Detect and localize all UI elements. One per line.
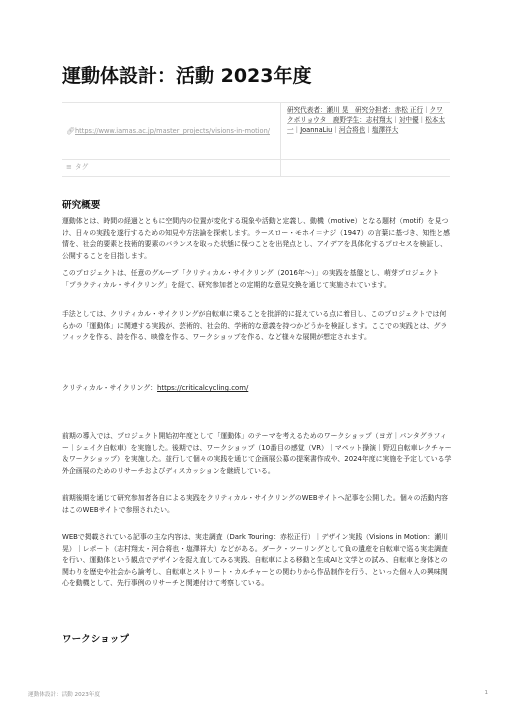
property-tags-cell[interactable]: [62, 160, 281, 177]
project-url[interactable]: https://www.iamas.ac.jp/master_projects/visions-in-motion/: [75, 127, 270, 135]
member-6[interactable]: 河合将也: [338, 126, 366, 134]
link-icon: 🔗︎: [66, 127, 75, 135]
overview-paragraph-2: このプロジェクトは、任意のグループ「クリティカル・サイクリング（2016年〜）」の実践を基盤とし、萌芽プロジェクト「プラクティカル・サイクリング」を経て、研究参加者との定期的な意見交換を通じて実施されています。: [62, 269, 440, 289]
property-row-tags: [62, 160, 450, 177]
property-tags-value[interactable]: [281, 160, 451, 177]
member-4[interactable]: 松本太一: [287, 116, 445, 134]
property-row-url: [62, 103, 450, 160]
member-7[interactable]: 塩澤祥大: [371, 126, 399, 134]
overview-paragraph-5: 前期の導入では、プロジェクト開始初年度として「運動体」のテーマを考えるためのワークショップ（ヨガ｜パンタグラフィー｜シェイク自転車）を実施した。後期では、ワークショップ（10番目の感覚（VR）｜マペット操演｜野辺自転車レクチャー＆ワークショップ）を実施した。並行して個々の実践を通じて企画展公募の提案書作成や、2024年度に実施を予定している学外企画展のためのリサーチおよびディスカッションを継続している。: [62, 432, 452, 475]
overview-paragraph-1: 運動体とは、時間の経過とともに空間内の位置が変化する現象や活動と定義し、動機（motive）となる題材（motif）を見つけ、日々の実践を遂行するための知見や方法論を探索します。ラースロー・モホイ＝ナジ（1947）の言葉に基づき、知性と感情を、社会的要素と技術的要素のバランスを取った状態に保つことを出発点とし、アイデアを具体化するプロセスを検証し、公開することを目指します。: [62, 217, 451, 260]
footer-title: 運動体設計：活動 2023年度: [28, 692, 100, 698]
overview-paragraph-7: WEBで掲載されている記事の主な内容は、実走調査（Dark Touring：赤松正行）｜デザイン実践（Visions in Motion：瀬川晃）｜レポート（志村翔太・河合将也・塩澤祥大）などがある。ダーク・ツーリングとして負の遺産を自転車で巡る実走調査を行い、運動体という観点でデザインを捉え直してみる実践、自転車による移動と生成AIと文学との試み、自転車と身体との関わりを歴史や社会から論考し、自転車とストリート・カルチャーとの関わりから作品制作を行う、といった個々人の興味関心を動機として、先行事例のリサーチと関連付けて考察している。: [62, 533, 448, 587]
critical-cycling-label: クリティカル・サイクリング：: [62, 384, 158, 392]
overview-paragraph-3: 手法としては、クリティカル・サイクリングが自転車に乗ることを批評的に捉えている点に着目し、このプロジェクトでは何らかの「運動体」に関連する実践が、芸術的、社会的、学術的な意義を持つかどうかを検証します。ここでの実践とは、グラフィックを作る、詩を作る、映像を作る、ワークショップを作る、など様々な展開が想定されます。: [62, 310, 448, 341]
list-icon: ≡: [66, 163, 72, 171]
overview-heading: 研究概要: [62, 200, 101, 211]
member-3[interactable]: 対中優: [398, 116, 419, 124]
property-url-cell[interactable]: [62, 103, 281, 160]
overview-paragraph-6: 前期後期を通じて研究参加者各自による実践をクリティカル・サイクリングのWEBサイトへ記事を公開した。個々の活動内容はこのWEBサイトで参照されたい。: [62, 494, 449, 514]
page-number: 1: [484, 690, 488, 696]
member-lead[interactable]: 研究代表者：瀬川 晃 研究分担者：赤松 正行: [287, 106, 424, 114]
page-title: 運動体設計：活動 2023年度: [62, 65, 312, 87]
properties-table: [62, 102, 450, 177]
critical-cycling-link[interactable]: https://criticalcycling.com/: [157, 384, 249, 392]
overview-paragraph-4: [62, 383, 452, 395]
tags-label: タグ: [75, 163, 89, 171]
property-members-cell: 研究代表者：瀬川 晃 研究分担者：赤松 正行｜クワクボリョウタ 鹿野学生：志村翔太｜対中優｜松本太一｜JoannaLiu｜河合将也｜塩澤祥大: [281, 103, 451, 160]
member-2[interactable]: クワクボリョウタ 鹿野学生：志村翔太: [287, 106, 443, 124]
workshop-heading: ワークショップ: [62, 634, 129, 645]
member-5[interactable]: JoannaLiu: [300, 126, 333, 134]
